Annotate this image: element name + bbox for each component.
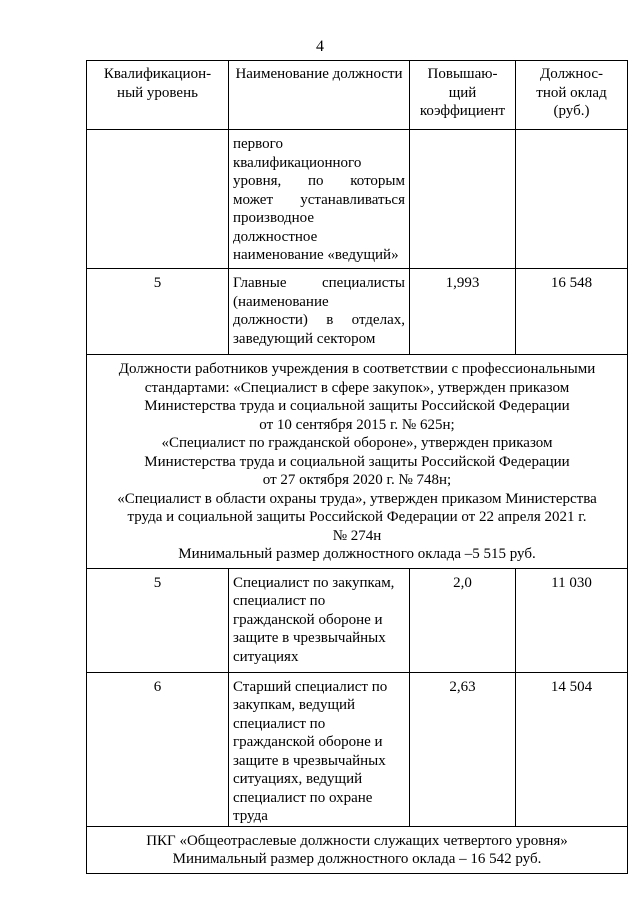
coefficient-cell (410, 130, 516, 269)
table-row (87, 568, 628, 672)
section-header-row (87, 355, 628, 569)
salary-table (86, 60, 628, 874)
coefficient-cell: 2,63 (410, 672, 516, 826)
header-salary: Должнос- тной оклад (руб.) (516, 61, 628, 130)
level-cell: 6 (87, 672, 229, 826)
page-number: 4 (316, 38, 324, 55)
position-cell: первого квалификационного уровня, по которым может устанавливаться производное должностное наименование «ведущий» (229, 130, 410, 269)
level-cell: 5 (87, 568, 229, 672)
section-header-row (87, 826, 628, 873)
position-cell: Специалист по закупкам, специалист по гражданской обороне и защите в чрезвычайных ситуациях (229, 568, 410, 672)
table-header-row (87, 61, 628, 130)
level-cell: 5 (87, 269, 229, 355)
salary-cell: 11 030 (516, 568, 628, 672)
salary-cell (516, 130, 628, 269)
header-position-name: Наименование должности (229, 61, 410, 130)
coefficient-cell: 1,993 (410, 269, 516, 355)
section-standards: Должности работников учреждения в соответствии с профессиональными стандартами: «Специалист в сфере закупок», утвержден приказом Министерства труда и социальной защиты Российской Федерации от 10 сентября 2015 г. № 625н; «Специалист по гражданской обороне», утвержден приказом Министерства труда и социальной защиты Российской Федерации от 27 октября 2020 г. № 748н; «Специалист в области охраны труда», утвержден приказом Министерства труда и социальной защиты Российской Федерации от 22 апреля 2021 г. № 274н Минимальный размер должностного оклада –5 515 руб. (87, 355, 628, 569)
table-row (87, 672, 628, 826)
salary-cell: 16 548 (516, 269, 628, 355)
header-qualification-level: Квалификацион- ный уровень (87, 61, 229, 130)
salary-cell: 14 504 (516, 672, 628, 826)
table-row (87, 269, 628, 355)
table-row (87, 130, 628, 269)
section-pkg-level-4: ПКГ «Общеотраслевые должности служащих четвертого уровня» Минимальный размер должностного оклада – 16 542 руб. (87, 826, 628, 873)
position-cell: Старший специалист по закупкам, ведущий специалист по гражданской обороне и защите в чрезвычайных ситуациях, ведущий специалист по охране труда (229, 672, 410, 826)
position-cell: Главные специалисты (наименование должности) в отделах, заведующий сектором (229, 269, 410, 355)
coefficient-cell: 2,0 (410, 568, 516, 672)
level-cell (87, 130, 229, 269)
header-coefficient: Повышаю- щий коэффициент (410, 61, 516, 130)
